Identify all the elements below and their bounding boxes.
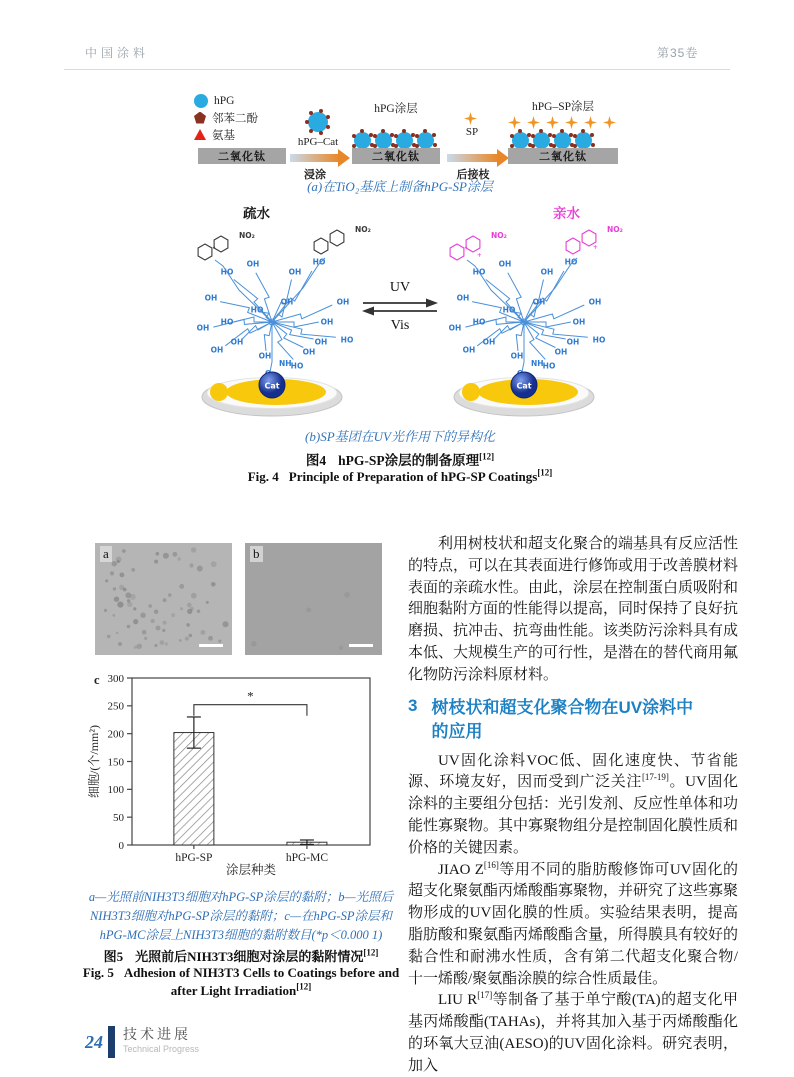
svg-text:HO: HO (502, 305, 516, 315)
figure5-panel-b-micrograph (245, 543, 382, 655)
svg-text:NO₂: NO₂ (239, 231, 255, 240)
catechol-dot (590, 133, 594, 137)
dip-coating-arrow (290, 154, 338, 162)
hpg-circle (554, 132, 571, 149)
hpg-circle (512, 132, 529, 149)
svg-text:HO: HO (472, 267, 486, 277)
panel-letter: b (250, 546, 263, 562)
svg-text:NO₂: NO₂ (607, 225, 623, 234)
reference-mark: [12] (363, 947, 379, 958)
arrow2-bottom-label: 后接枝 (456, 169, 490, 181)
svg-text:OH: OH (204, 293, 218, 303)
amine-triangle-icon (194, 129, 206, 140)
svg-text:OH: OH (540, 267, 554, 277)
svg-text:HO: HO (220, 317, 234, 327)
hydrophobic-label: 疏水 (243, 206, 270, 221)
hpg-cat-molecule (308, 112, 328, 132)
scale-bar (199, 644, 223, 647)
svg-text:OH: OH (532, 297, 546, 307)
catechol-dot (510, 134, 514, 138)
arrow2-top-label: SP (465, 126, 479, 138)
paragraph: LIU R[17]等制备了基于单宁酸(TA)的超支化甲基丙烯酸酯(TAHAs)，并将其加入基于丙烯酸酯化的环氧大豆油(AESO)的UV固化涂料。研究表明，加入 (408, 990, 738, 1074)
svg-text:Cat: Cat (264, 381, 280, 391)
paragraph: UV固化涂料VOC低、固化速度快、节省能源、环境友好，因而受到广泛关注[17-19]。UV固化涂料的主要组分包括：光引发剂、反应性单体和功能性寡聚物。其中寡聚物组分是控制固化膜性质和价格的关键因素。 (408, 752, 739, 856)
journal-name: 中国涂料 (85, 46, 150, 60)
footer-section-en: Technical Progress (123, 1044, 200, 1054)
svg-text:+: + (593, 243, 598, 252)
sp-star-icon (565, 116, 578, 129)
catechol-dot (381, 129, 385, 133)
svg-text:OH: OH (448, 323, 462, 333)
footer-section-cn: 技术进展 (123, 1026, 191, 1042)
sp-star-icon (584, 116, 597, 129)
figure5-bar-chart (86, 660, 392, 882)
svg-text:+: + (477, 251, 482, 260)
post-grafting-arrow (447, 154, 497, 162)
vis-label: Vis (390, 318, 410, 333)
catechol-dot (373, 134, 377, 138)
figure5-caption-en: Fig. 5 Adhesion of NIH3T3 Cells to Coatings before and after Light Irradiation[12] (82, 965, 400, 998)
reference-mark: [12] (296, 981, 312, 992)
svg-text:OH: OH (210, 345, 224, 355)
catechol-dot (415, 134, 419, 138)
catechol-dot (581, 129, 585, 133)
svg-text:100: 100 (107, 784, 124, 797)
page-number: 24 (85, 1031, 103, 1052)
stage3-title: hPG–SP涂层 (532, 101, 594, 113)
figure4-caption-cn: 图4 hPG-SP涂层的制备原理[12] (305, 451, 495, 468)
section-heading (408, 696, 738, 744)
svg-text:细胞/(个/mm²): 细胞/(个/mm²) (87, 725, 101, 798)
hpg-circle-icon (194, 94, 208, 108)
figure4-panel-b-isomerization (165, 198, 635, 422)
svg-text:OH: OH (314, 337, 328, 347)
svg-text:hPG-MC: hPG-MC (285, 852, 329, 864)
catechol-dot (552, 134, 556, 138)
arrow1-top-label: hPG–Cat (297, 136, 339, 148)
reference-mark: [17-19] (641, 772, 669, 783)
figure5-note: a—光照前NIH3T3细胞对hPG-SP涂层的黏附；b—光照后NIH3T3细胞对hPG-SP涂层的黏附；c—在hPG-SP涂层和hPG-MC涂层上NIH3T3细胞的黏附数目(*p＜0.000 1) (88, 890, 394, 942)
hpg-circle (575, 132, 592, 149)
equilibrium-arrows-icon (358, 296, 442, 318)
uv-vis-equilibrium (355, 280, 445, 334)
hydrophobic-molecule-illustration (169, 214, 379, 419)
figure4a-caption: (a)在TiO₂基底上制备hPG-SP涂层 (307, 179, 493, 194)
catechol-dot (433, 143, 437, 147)
svg-text:OH: OH (258, 351, 272, 361)
svg-text:HO: HO (472, 317, 486, 327)
catechol-dot (573, 134, 577, 138)
arrow1-bottom-label: 浸涂 (304, 169, 326, 181)
reference-mark: [12] (479, 451, 495, 462)
svg-text:HO: HO (290, 361, 304, 371)
svg-text:Cat: Cat (516, 381, 532, 391)
hpg-circle (375, 132, 392, 149)
svg-text:HO: HO (564, 257, 578, 267)
reference-mark: [17] (477, 990, 493, 1001)
page-footer (83, 1026, 199, 1058)
svg-text:50: 50 (113, 811, 124, 824)
substrate-label: 二氧化钛 (372, 151, 420, 163)
svg-text:OH: OH (288, 267, 302, 277)
substrate-bar-3 (508, 148, 618, 164)
legend-item-hpg (194, 92, 258, 109)
article-column (408, 534, 738, 1077)
catechol-dot (560, 129, 564, 133)
legend-item-amine (194, 126, 258, 143)
catechol-dot (326, 115, 330, 119)
figure4-panel-a-schematic (180, 88, 620, 180)
svg-text:OH: OH (302, 347, 316, 357)
header-divider (64, 69, 730, 70)
catechol-dot (432, 133, 436, 137)
sp-star-icon (603, 116, 616, 129)
svg-text:HO: HO (312, 257, 326, 267)
figure4-legend (194, 92, 258, 143)
hydrophilic-label: 亲水 (553, 206, 580, 221)
catechol-dot (539, 129, 543, 133)
catechol-pentagon-icon (194, 112, 206, 124)
substrate-label: 二氧化钛 (539, 151, 587, 163)
svg-text:300: 300 (107, 672, 124, 685)
hpg-circle (417, 132, 434, 149)
footer-bar (108, 1026, 115, 1058)
micrograph-image (95, 543, 232, 655)
svg-text:OH: OH (280, 297, 294, 307)
section-title: 树枝状和超支化聚合物在UV涂料中的应用 (431, 697, 694, 741)
svg-text:150: 150 (107, 756, 124, 769)
hpg-circle (396, 132, 413, 149)
svg-text:NH: NH (531, 359, 544, 368)
catechol-dot (319, 109, 323, 113)
svg-text:OH: OH (572, 317, 586, 327)
figure4b-caption: (b)SP基团在UV光作用下的异构化 (305, 429, 495, 444)
legend-item-catechol (194, 109, 258, 126)
sp-star-icon (464, 112, 477, 125)
figure5-caption-cn: 图5 光照前后NIH3T3细胞对涂层的黏附情况[12] (103, 947, 379, 964)
svg-text:250: 250 (107, 700, 124, 713)
catechol-dot (305, 120, 309, 124)
uv-label: UV (389, 280, 411, 295)
svg-text:*: * (247, 688, 254, 704)
hydrophilic-molecule-illustration (421, 214, 631, 419)
micrograph-image (245, 543, 382, 655)
sp-star-icon (546, 116, 559, 129)
svg-text:OH: OH (588, 297, 602, 307)
svg-text:涂层种类: 涂层种类 (225, 863, 277, 877)
scale-bar (349, 644, 373, 647)
catechol-dot (352, 134, 356, 138)
catechol-dot (518, 129, 522, 133)
svg-text:OH: OH (320, 317, 334, 327)
sp-star-icon (508, 116, 521, 129)
stage2-title: hPG涂层 (374, 103, 418, 115)
catechol-dot (360, 129, 364, 133)
catechol-dot (309, 129, 313, 133)
svg-text:NH: NH (279, 359, 292, 368)
svg-text:OH: OH (336, 297, 350, 307)
catechol-dot (326, 125, 330, 129)
hpg-coating-row (354, 132, 434, 149)
svg-text:NO₂: NO₂ (355, 225, 371, 234)
svg-text:hPG-SP: hPG-SP (175, 852, 213, 864)
catechol-dot (423, 129, 427, 133)
catechol-dot (309, 111, 313, 115)
svg-text:OH: OH (230, 337, 244, 347)
catechol-dot (591, 143, 595, 147)
substrate-bar-1 (198, 148, 286, 164)
svg-text:HO: HO (250, 305, 264, 315)
svg-text:OH: OH (196, 323, 210, 333)
svg-text:NO₂: NO₂ (491, 231, 507, 240)
substrate-label: 二氧化钛 (218, 151, 266, 163)
catechol-dot (531, 134, 535, 138)
paragraph: 利用树枝状和超支化聚合的端基具有反应活性的特点，可以在其表面进行修饰或用于改善膜材料表面的亲疏水性。由此，涂层在控制蛋白质吸附和细胞黏附方面的性能得以提高，同时保持了良好抗磨损、抗冲击、抗弯曲性能。该类防污涂料具有成本低、大规模生产的可行性，是潜在的替代商用氟化物防污涂料原材料。 (408, 536, 739, 683)
svg-text:HO: HO (592, 335, 606, 345)
svg-text:HO: HO (220, 267, 234, 277)
svg-text:OH: OH (462, 345, 476, 355)
paragraph: JIAO Z[16]等用不同的脂肪酸修饰可UV固化的超支化聚氨酯丙烯酸酯寡聚物，并研究了这些寡聚物形成的UV固化膜的性质。实验结果表明，提高脂肪酸和聚氨酯丙烯酸酯含量，所得膜具有较好的黏合性和耐沸水性质，含有第二代超支化聚合物/十一烯酸/聚氨酯涂膜的综合性质最佳。 (408, 859, 739, 987)
svg-text:OH: OH (566, 337, 580, 347)
catechol-dot (402, 129, 406, 133)
sp-star-icon (527, 116, 540, 129)
legend-label: hPG (214, 94, 235, 107)
svg-text:OH: OH (498, 259, 512, 269)
svg-text:OH: OH (510, 351, 524, 361)
hpg-sp-coating-row (512, 132, 592, 149)
reference-mark: [12] (537, 467, 553, 478)
svg-text:HO: HO (340, 335, 354, 345)
reference-mark: [16] (483, 859, 499, 870)
legend-label: 邻苯二酚 (212, 112, 258, 125)
catechol-dot (319, 131, 323, 135)
svg-text:OH: OH (482, 337, 496, 347)
figure5-panel-a-micrograph (95, 543, 232, 655)
svg-text:OH: OH (554, 347, 568, 357)
hpg-circle (354, 132, 371, 149)
figure4-caption-en: Fig. 4 Principle of Preparation of hPG-SP Coatings[12] (247, 467, 553, 484)
svg-text:OH: OH (246, 259, 260, 269)
svg-text:200: 200 (107, 728, 124, 741)
svg-text:OH: OH (456, 293, 470, 303)
catechol-dot (394, 134, 398, 138)
substrate-bar-2 (352, 148, 440, 164)
volume-label: 第35卷 (657, 46, 699, 60)
hpg-circle (533, 132, 550, 149)
svg-text:0: 0 (118, 839, 124, 852)
sp-star-row (508, 116, 616, 129)
svg-text:c: c (94, 673, 100, 687)
svg-text:HO: HO (542, 361, 556, 371)
legend-label: 氨基 (212, 129, 235, 142)
section-number: 3 (408, 695, 418, 715)
panel-letter: a (100, 546, 112, 562)
